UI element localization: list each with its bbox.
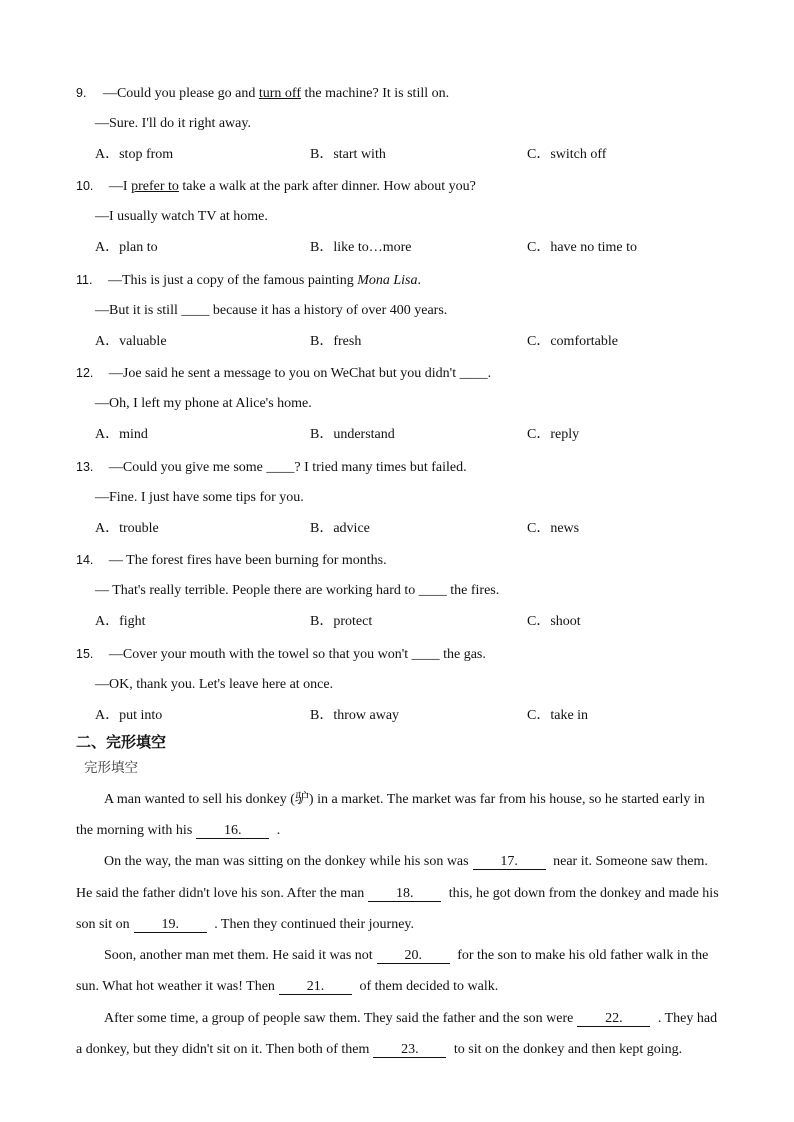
option-a[interactable]: A．fight [95,614,146,629]
option-c[interactable]: C．switch off [527,147,607,162]
option-b[interactable]: B．start with [310,147,386,162]
question-number: 15. [76,647,94,661]
option-c[interactable]: C．comfortable [527,334,618,349]
option-a[interactable]: A．valuable [95,334,167,349]
question-number: 11. [76,273,93,287]
blank-20[interactable]: 20. [377,948,450,964]
question-number: 9. [76,86,87,100]
option-c[interactable]: C．take in [527,708,589,723]
passage-line: A man wanted to sell his donkey (驴) in a market. The market was far from his house, so he started early in [104,792,705,807]
passage-line: a donkey, but they didn't sit on it. Then both of them 23. to sit on the donkey and then kept going. [76,1042,683,1057]
passage-line: the morning with his 16. . [76,823,281,838]
question-stem: 13. —Could you give me some ____? I tried many times but failed. [76,460,467,475]
question-stem: 9. —Could you please go and turn off the machine? It is still on. [76,86,450,101]
question-number: 12. [76,366,94,380]
passage-line: On the way, the man was sitting on the donkey while his son was 17. near it. Someone saw them. [104,854,708,869]
option-c[interactable]: C．shoot [527,614,581,629]
passage-line: son sit on 19. . Then they continued their journey. [76,917,415,932]
blank-18[interactable]: 18. [368,886,441,902]
blank-17[interactable]: 17. [473,854,546,870]
option-b[interactable]: B．fresh [310,334,362,349]
option-a[interactable]: A．stop from [95,147,174,162]
blank-23[interactable]: 23. [373,1042,446,1058]
option-a[interactable]: A．trouble [95,521,159,536]
option-c[interactable]: C．reply [527,427,580,442]
section-title: 二、完形填空 [76,733,167,751]
option-c[interactable]: C．news [527,521,580,536]
blank-19[interactable]: 19. [134,917,207,933]
question-reply: —Fine. I just have some tips for you. [95,490,304,505]
question-stem: 12. —Joe said he sent a message to you on WeChat but you didn't ____. [76,366,492,381]
passage-line: After some time, a group of people saw them. They said the father and the son were 22. . They had [104,1011,718,1026]
question-reply: —But it is still ____ because it has a history of over 400 years. [95,303,448,318]
option-b[interactable]: B．understand [310,427,395,442]
question-reply: —OK, thank you. Let's leave here at once. [95,677,334,692]
blank-21[interactable]: 21. [279,979,352,995]
question-reply: —I usually watch TV at home. [95,209,268,224]
option-b[interactable]: B．throw away [310,708,400,723]
passage-line: sun. What hot weather it was! Then 21. of them decided to walk. [76,979,499,994]
passage-line: Soon, another man met them. He said it was not 20. for the son to make his old father walk in the [104,948,709,963]
option-a[interactable]: A．mind [95,427,148,442]
blank-16[interactable]: 16. [196,823,269,839]
underlined-phrase: turn off [258,86,301,101]
question-stem: 11. —This is just a copy of the famous painting Mona Lisa. [76,273,421,288]
question-number: 10. [76,179,94,193]
option-a[interactable]: A．plan to [95,240,158,255]
passage-line: He said the father didn't love his son. After the man 18. this, he got down from the donkey and made his [76,886,719,901]
underlined-phrase: prefer to [131,179,179,194]
question-reply: — That's really terrible. People there are working hard to ____ the fires. [95,583,500,598]
question-reply: —Oh, I left my phone at Alice's home. [95,396,312,411]
option-c[interactable]: C．have no time to [527,240,638,255]
question-number: 14. [76,553,94,567]
question-stem: 10. —I prefer to take a walk at the park after dinner. How about you? [76,179,476,194]
question-reply: —Sure. I'll do it right away. [95,116,251,131]
blank-22[interactable]: 22. [577,1011,650,1027]
question-number: 13. [76,460,94,474]
option-b[interactable]: B．like to…more [310,240,412,255]
option-b[interactable]: B．advice [310,521,370,536]
option-b[interactable]: B．protect [310,614,373,629]
question-stem: 14. — The forest fires have been burning for months. [76,553,387,568]
painting-title: Mona Lisa [357,273,418,288]
question-stem: 15. —Cover your mouth with the towel so that you won't ____ the gas. [76,647,486,662]
section-subtitle: 完形填空 [84,760,138,776]
option-a[interactable]: A．put into [95,708,163,723]
